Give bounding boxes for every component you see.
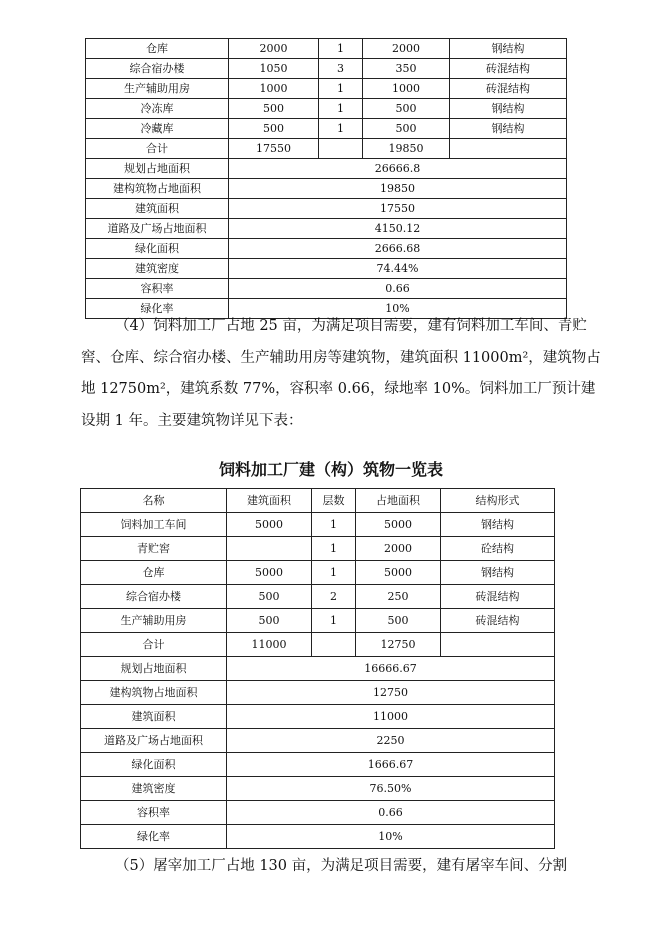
table-row [81,609,555,633]
summary-row [81,777,555,801]
summary-value: 4150.12 [229,219,567,239]
cell-floors: 1 [312,609,356,633]
cell-name: 综合宿办楼 [81,585,227,609]
summary-value: 16666.67 [227,657,555,681]
header-floors: 层数 [312,489,356,513]
cell-land-area: 2000 [363,39,450,59]
summary-label: 容积率 [86,279,229,299]
building-table-2 [80,488,555,849]
cell-floors [319,139,363,159]
summary-value: 10% [229,299,567,319]
summary-label: 建构筑物占地面积 [86,179,229,199]
table-row [81,513,555,537]
cell-structure [441,633,555,657]
summary-row [86,179,567,199]
summary-row [81,729,555,753]
cell-floors: 1 [312,537,356,561]
cell-land-area: 5000 [356,513,441,537]
table-row [81,537,555,561]
cell-land-area: 5000 [356,561,441,585]
summary-row [86,219,567,239]
table-row [86,99,567,119]
cell-land-area: 500 [363,119,450,139]
header-name: 名称 [81,489,227,513]
summary-row [81,657,555,681]
table-row [86,79,567,99]
table-header-row [81,489,555,513]
cell-floor-area: 1000 [229,79,319,99]
summary-label: 规划占地面积 [86,159,229,179]
summary-label: 道路及广场占地面积 [86,219,229,239]
cell-name: 饲料加工车间 [81,513,227,537]
cell-floor-area: 500 [229,119,319,139]
paragraph-5: （5）屠宰加工厂占地 130 亩，为满足项目需要，建有屠宰车间、分割 [115,858,568,874]
cell-land-area: 19850 [363,139,450,159]
cell-land-area: 1000 [363,79,450,99]
summary-value: 0.66 [229,279,567,299]
cell-name: 冷冻库 [86,99,229,119]
summary-label: 建筑面积 [86,199,229,219]
cell-floor-area: 5000 [227,513,312,537]
summary-row [81,681,555,705]
cell-floor-area: 500 [227,585,312,609]
table-row [86,39,567,59]
summary-value: 11000 [227,705,555,729]
summary-row [81,705,555,729]
cell-structure: 钢结构 [450,39,567,59]
summary-label: 建构筑物占地面积 [81,681,227,705]
summary-row [86,199,567,219]
summary-label: 容积率 [81,801,227,825]
cell-floors: 1 [319,99,363,119]
summary-value: 1666.67 [227,753,555,777]
cell-structure: 钢结构 [450,99,567,119]
cell-floors: 1 [319,119,363,139]
cell-name: 仓库 [81,561,227,585]
summary-row [81,825,555,849]
cell-land-area: 2000 [356,537,441,561]
summary-row [86,159,567,179]
header-structure: 结构形式 [441,489,555,513]
cell-name: 生产辅助用房 [86,79,229,99]
cell-land-area: 500 [363,99,450,119]
table-row [81,561,555,585]
paragraph-4: （4）饲料加工厂占地 25 亩，为满足项目需要，建有饲料加工车间、青贮窖、仓库、综合宿办楼、生产辅助用房等建筑物，建筑面积 11000m²，建筑物占地 12750m²，建筑系数 77%，容积率 0.66，绿地率 10%。饲料加工厂预计建设期 1 年。主要建筑物详见下表： [81,318,601,429]
summary-value: 2250 [227,729,555,753]
summary-label: 道路及广场占地面积 [81,729,227,753]
summary-row [81,753,555,777]
cell-land-area: 500 [356,609,441,633]
cell-floors: 1 [312,561,356,585]
table-row [81,585,555,609]
cell-name: 青贮窖 [81,537,227,561]
cell-name: 冷藏库 [86,119,229,139]
cell-name: 合计 [86,139,229,159]
cell-structure [450,139,567,159]
summary-row [81,801,555,825]
cell-floor-area: 2000 [229,39,319,59]
cell-structure: 钢结构 [441,561,555,585]
summary-value: 26666.8 [229,159,567,179]
summary-value: 76.50% [227,777,555,801]
cell-floor-area: 500 [229,99,319,119]
cell-floor-area: 17550 [229,139,319,159]
cell-structure: 钢结构 [441,513,555,537]
summary-row [86,279,567,299]
summary-value: 12750 [227,681,555,705]
table-row [86,119,567,139]
cell-structure: 砖混结构 [441,609,555,633]
summary-value: 0.66 [227,801,555,825]
building-table-1 [85,38,567,319]
cell-structure: 砖混结构 [450,79,567,99]
cell-name: 生产辅助用房 [81,609,227,633]
summary-label: 建筑密度 [81,777,227,801]
summary-value: 2666.68 [229,239,567,259]
summary-row [86,259,567,279]
cell-floor-area [227,537,312,561]
table-caption: 饲料加工厂建（构）筑物一览表 [218,460,443,479]
cell-floor-area: 1050 [229,59,319,79]
cell-name: 仓库 [86,39,229,59]
cell-floor-area: 5000 [227,561,312,585]
summary-value: 74.44% [229,259,567,279]
summary-value: 19850 [229,179,567,199]
cell-floors [312,633,356,657]
cell-name: 合计 [81,633,227,657]
summary-label: 绿化面积 [86,239,229,259]
summary-value: 10% [227,825,555,849]
table-total-row [81,633,555,657]
header-floor-area: 建筑面积 [227,489,312,513]
cell-floor-area: 500 [227,609,312,633]
summary-row [86,239,567,259]
summary-label: 绿化率 [81,825,227,849]
header-land-area: 占地面积 [356,489,441,513]
summary-label: 绿化面积 [81,753,227,777]
cell-floors: 1 [312,513,356,537]
cell-structure: 砖混结构 [450,59,567,79]
summary-value: 17550 [229,199,567,219]
cell-floors: 1 [319,39,363,59]
cell-structure: 砖混结构 [441,585,555,609]
cell-land-area: 12750 [356,633,441,657]
cell-floors: 3 [319,59,363,79]
table-total-row [86,139,567,159]
summary-label: 建筑面积 [81,705,227,729]
cell-structure: 钢结构 [450,119,567,139]
summary-label: 规划占地面积 [81,657,227,681]
cell-structure: 砼结构 [441,537,555,561]
cell-land-area: 250 [356,585,441,609]
table-row [86,59,567,79]
summary-label: 建筑密度 [86,259,229,279]
cell-floor-area: 11000 [227,633,312,657]
summary-label: 绿化率 [86,299,229,319]
cell-floors: 2 [312,585,356,609]
cell-land-area: 350 [363,59,450,79]
cell-name: 综合宿办楼 [86,59,229,79]
cell-floors: 1 [319,79,363,99]
